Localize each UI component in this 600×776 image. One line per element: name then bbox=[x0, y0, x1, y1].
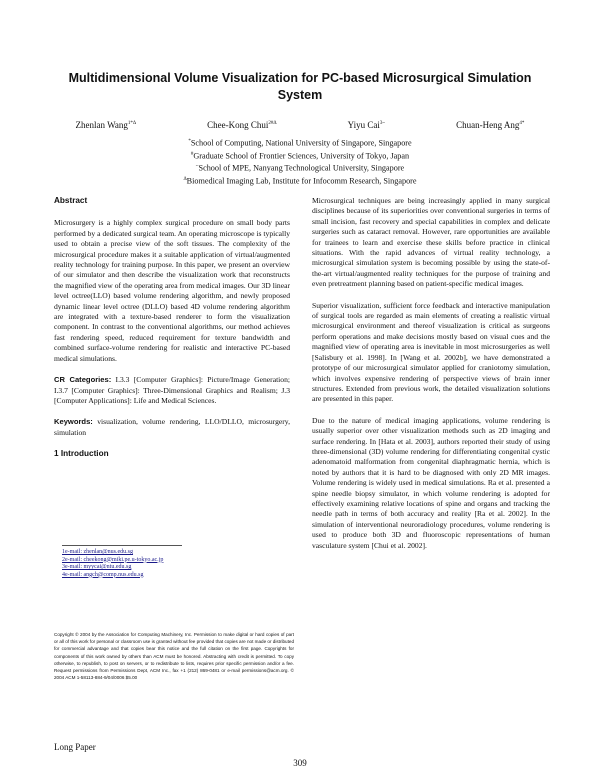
author: Chuan-Heng Ang$^{4*}$ bbox=[456, 120, 525, 130]
footnote-email[interactable]: 1e-mail: zhenlan@nus.edu.sg bbox=[62, 549, 134, 555]
author: Chee-Kong Chui$^{2\#\Delta}$ bbox=[207, 120, 277, 130]
body-paragraph: Microsurgical techniques are being increasingly applied in many surgical disciplines because of its superiorities over conventional surgeries in terms of small incision, fast recovery and special capabilities in complex and delicate surgeries such as cataract removal. However, rare opportunities are available for trainees to learn and exercise these skills before practice in clinical situations. With the rapid advances of virtual reality technology, a microsurgical simulation system is becoming possible by using the state-of-the-art virtual/augmented reality techniques for the purpose of training and even pretreatment planning based on patient-specific medical images. bbox=[312, 196, 550, 289]
author: Zhenlan Wang$^{1*\Delta}$ bbox=[75, 120, 137, 130]
footnote-email[interactable]: 4e-mail: angch@comp.nus.edu.sg bbox=[62, 571, 144, 578]
copyright-notice: Copyright © 2004 by the Association for Computing Machinery, Inc. Permission to make digital or hard copies of part or all of this work for personal or classroom use is granted without fee provided that copies are not made or distributed for commercial advantage and that copies bear this notice and the full citation on the first page. Copyrights for components of this work owned by others than ACM must be honored. Abstracting with credit is permitted. To copy otherwise, to republish, to post on servers, or to redistribute to lists, requires prior specific permission and/or a fee. Request permissions from Permissions Dept, ACM Inc., fax +1 (212) 869-0481 or e-mail permissions@acm.org. © 2004 ACM 1-58113-884-9/04/0006 $5.00 bbox=[54, 632, 294, 681]
author: Yiyu Cai$^{3\sim}$ bbox=[347, 120, 386, 130]
abstract-heading: Abstract bbox=[54, 196, 88, 205]
long-paper-label: Long Paper bbox=[54, 742, 96, 752]
body-paragraph: Superior visualization, sufficient force feedback and interactive manipulation of surgical tools are regarded as main elements of creating a realistic virtual microsurgical environment and thereof visualization is critical as surgeons perform operations and make decisions mostly based on visual cues and the magnified view of operating area is inevitable in most microsurgeries as well [Salisbury et al. 1998]. In [Wang et al. 2002b], we have demonstrated a prototype of our microsurgical simulator applied for craniotomy simulation, which involves expensive rendering of perspective views of brain inner structures. Extended from previous work, the detailed visualization solutions are presented in this paper. bbox=[312, 300, 550, 404]
page-number: 309 bbox=[293, 758, 307, 768]
affiliation: ~School of MPE, Nanyang Technological University, Singapore bbox=[195, 164, 405, 174]
affiliation: $^\Delta$Biomedical Imaging Lab, Institute for Infocomm Research, Singapore bbox=[183, 176, 417, 186]
paper-title: Multidimensional Volume Visualization for PC-based Microsurgical Simulation System bbox=[68, 71, 532, 102]
email-footnotes bbox=[62, 545, 262, 579]
left-column bbox=[54, 196, 290, 472]
abstract-text: Microsurgery is a highly complex surgical procedure on small body parts performed by a dedicated surgical team. An operating microscope is typically used to obtain a precise view of the soft tissues. The complexity of the microsurgical procedure makes it a suitable application of virtual/augmented reality technology for training purpose. In this paper, we present an overview of our simulator and then describe the visualization work that reconstructs the magnified view of the operating area from medical images. Our 3D linear level octree(LLO) based volume rendering algorithm, and newly proposed dynamic linear level octree (DLLO) based 4D volume rendering algorithm are integrated with a texture-based renderer to form the visualization component. In contrast to the conventional algorithms, our method achieves fast rendering speed, reduced requirement for texture bandwidth and combined surface-volume rendering for realistic and interactive PC-based medical simulations. bbox=[54, 218, 290, 363]
cr-categories: CR Categories: I.3.3 [Computer Graphics]: Picture/Image Generation; I.3.7 [Computer Graphics]: Three-Dimensional Graphics and Realism; J.3 [Computer Applications]: Life and Medical Sciences. bbox=[54, 375, 290, 405]
right-column bbox=[312, 196, 550, 562]
introduction-heading: 1 Introduction bbox=[54, 449, 109, 459]
footnote-email[interactable]: 3e-mail: myycai@ntu.edu.sg bbox=[62, 564, 132, 570]
affiliation: *School of Computing, National University of Singapore, Singapore bbox=[188, 138, 412, 148]
body-paragraph: Due to the nature of medical imaging applications, volume rendering is usually superior over other visualization methods such as 2D imaging and surface rendering. In [Hata et al. 2003], authors reported their study of using three-dimensional (3D) volume rendering for differentiating congenital cystic adenomatoid malformation from congenital diaphragmatic hernia, which is noted by authors that it is hard to be diagnosed with only 2D MR images. Volume rendering is widely used in medical simulations. Ra et al. presented a spine needle biopsy simulator, in which volume rendering is adopted for effectively examining relative locations of spine and organs and tracking the needle path in terms of both accuracy and reality [Ra et al. 2002]. In the simulation of interventional neuroradiology procedures, volume rendering is used to produce both 3D and fluoroscopic representations of human vasculature system [Chui et al. 2002]. bbox=[312, 415, 550, 550]
footnote-email[interactable]: 2e-mail: cheekong@miki.pe.u-tokyo.ac.jp bbox=[62, 556, 164, 563]
author-list bbox=[40, 120, 560, 130]
keywords: Keywords: visualization, volume rendering, LLO/DLLO, microsurgery, simulation bbox=[54, 417, 290, 437]
footnote-divider bbox=[62, 545, 182, 546]
affiliation-list bbox=[100, 136, 500, 187]
affiliation: #Graduate School of Frontier Sciences, University of Tokyo, Japan bbox=[190, 151, 410, 161]
